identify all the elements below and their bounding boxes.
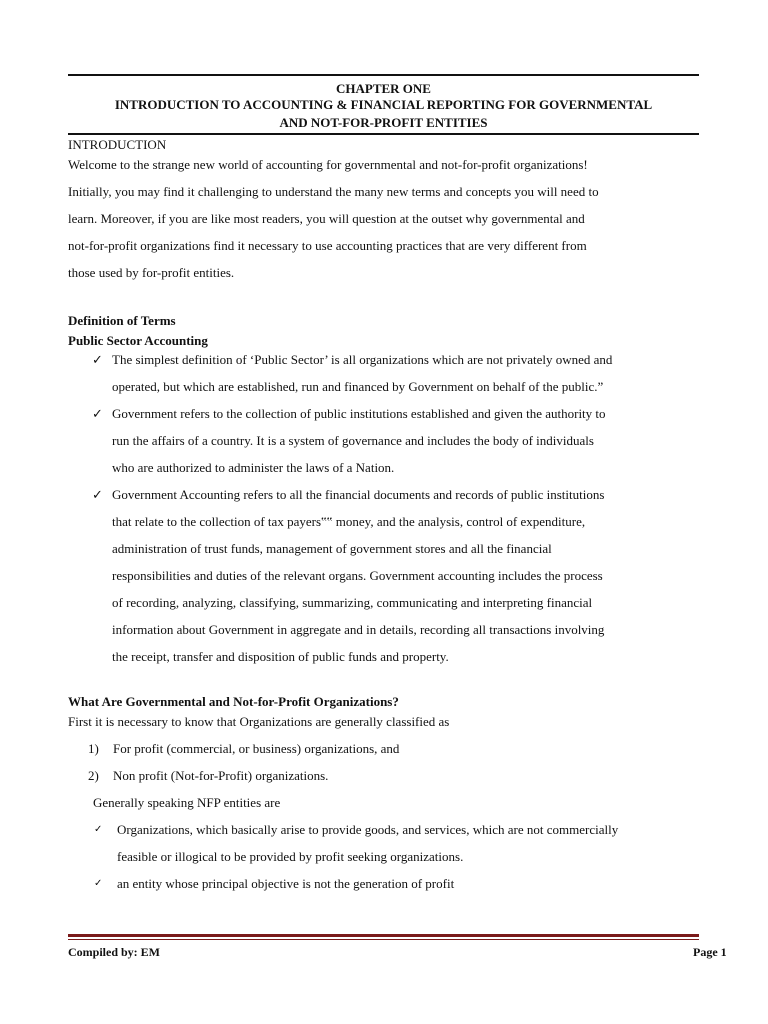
intro-line-1: Welcome to the strange new world of accounting for governmental and not-for-profit organizations! bbox=[68, 157, 588, 172]
chapter-title-line2: AND NOT-FOR-PROFIT ENTITIES bbox=[279, 115, 488, 130]
check-icon: ✓ bbox=[94, 824, 103, 835]
footer-rule bbox=[68, 934, 699, 937]
top-rule bbox=[68, 74, 699, 76]
bullet3-line5: of recording, analyzing, classifying, summarizing, communicating and interpreting financial bbox=[112, 595, 593, 610]
intro-line-5: those used by for-profit entities. bbox=[68, 265, 235, 280]
bullet2-line3: who are authorized to administer the laws of a Nation. bbox=[112, 460, 395, 475]
nfp-bullet1-line2: feasible or illogical to be provided by profit seeking organizations. bbox=[117, 849, 464, 864]
footer-page-number: Page 1 bbox=[693, 945, 727, 959]
chapter-title-line1: INTRODUCTION TO ACCOUNTING & FINANCIAL REPORTING FOR GOVERNMENTAL bbox=[114, 97, 653, 112]
bullet1-line1: The simplest definition of ‘Public Sector’ is all organizations which are not privately owned and bbox=[112, 352, 613, 367]
nfp-bullet2-line1: an entity whose principal objective is not the generation of profit bbox=[117, 876, 455, 891]
check-icon: ✓ bbox=[92, 352, 103, 367]
bullet3-line6: information about Government in aggregate and in details, recording all transactions involving bbox=[112, 622, 605, 637]
intro-line-4: not-for-profit organizations find it necessary to use accounting practices that are very different from bbox=[68, 238, 587, 253]
intro-line-2: Initially, you may find it challenging to understand the many new terms and concepts you will need to bbox=[68, 184, 599, 199]
intro-heading: INTRODUCTION bbox=[68, 137, 167, 152]
bullet3-line1: Government Accounting refers to all the financial documents and records of public institutions bbox=[112, 487, 605, 502]
footer-rule-thin bbox=[68, 939, 699, 940]
check-icon: ✓ bbox=[94, 878, 103, 889]
bullet1-line2: operated, but which are established, run and financed by Government on behalf of the public.” bbox=[112, 379, 604, 394]
check-icon: ✓ bbox=[92, 487, 103, 502]
numbered-item-2-text: Non profit (Not-for-Profit) organizations. bbox=[113, 768, 329, 783]
chapter-label: CHAPTER ONE bbox=[336, 81, 431, 96]
bullet3-line7: the receipt, transfer and disposition of public funds and property. bbox=[112, 649, 449, 664]
intro-line-3: learn. Moreover, if you are like most readers, you will question at the outset why governmental and bbox=[68, 211, 585, 226]
numbered-item-1-number: 1) bbox=[88, 741, 99, 756]
definitions-heading: Definition of Terms bbox=[68, 313, 176, 328]
organizations-intro: First it is necessary to know that Organizations are generally classified as bbox=[68, 714, 450, 729]
nfp-intro: Generally speaking NFP entities are bbox=[93, 795, 281, 810]
footer-compiled-by: Compiled by: EM bbox=[68, 945, 161, 959]
numbered-item-1-text: For profit (commercial, or business) organizations, and bbox=[113, 741, 400, 756]
bullet2-line1: Government refers to the collection of public institutions established and given the authority to bbox=[112, 406, 606, 421]
organizations-heading: What Are Governmental and Not-for-Profit Organizations? bbox=[68, 694, 399, 709]
nfp-bullet1-line1: Organizations, which basically arise to provide goods, and services, which are not commercially bbox=[117, 822, 619, 837]
bullet3-line4: responsibilities and duties of the relevant organs. Government accounting includes the process bbox=[112, 568, 603, 583]
bullet2-line2: run the affairs of a country. It is a system of governance and includes the body of individuals bbox=[112, 433, 594, 448]
check-icon: ✓ bbox=[92, 406, 103, 421]
bullet3-line3: administration of trust funds, management of government stores and all the financial bbox=[112, 541, 552, 556]
bullet3-line2: that relate to the collection of tax payers‟‟ money, and the analysis, control of expenditure, bbox=[112, 514, 586, 529]
numbered-item-2-number: 2) bbox=[88, 768, 99, 783]
definitions-subheading: Public Sector Accounting bbox=[68, 333, 208, 348]
